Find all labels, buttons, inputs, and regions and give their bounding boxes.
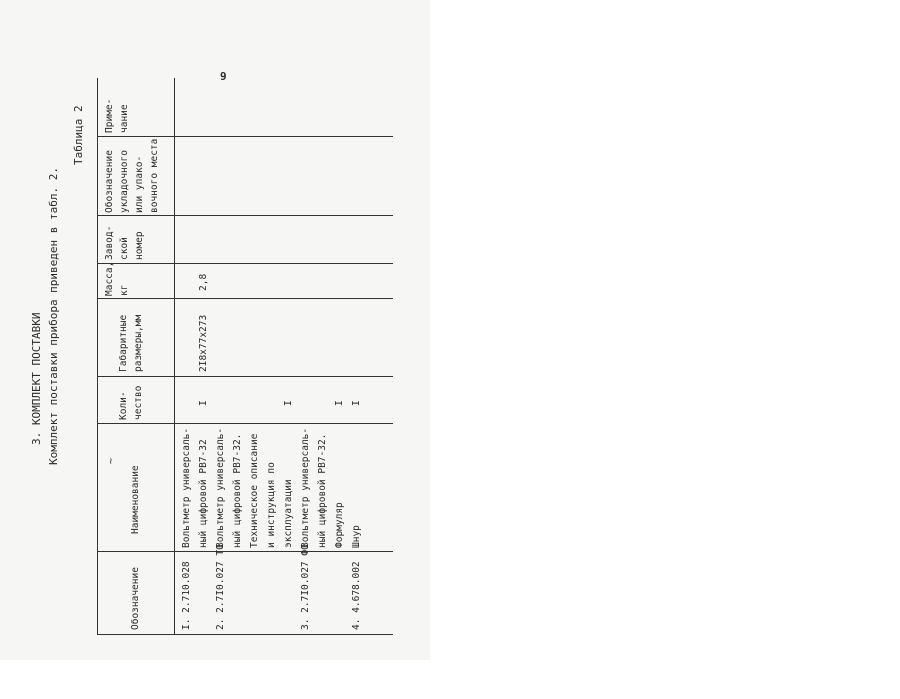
pen-mark: ~ [106, 457, 117, 464]
row-2-name-line-4: и инструкция по [266, 462, 277, 548]
header-pack-line-1: Обозначение [104, 150, 115, 213]
header-note-line-1: Приме- [104, 98, 115, 133]
table-grid-line [98, 423, 393, 424]
row-2-name-line-2: ный цифровой РВ7-32. [232, 433, 243, 548]
row-3-name-line-1: Вольтметр универсаль- [300, 427, 311, 548]
row-4-name-line-1: Шнур [351, 525, 362, 548]
table-grid-line [98, 551, 393, 552]
header-note-line-2: чание [119, 104, 130, 133]
row-3-designation: 3. 2.7I0.027 ФО [300, 544, 311, 630]
header-quantity-line-1: Коли- [118, 391, 129, 420]
row-3-name-line-2: ный цифровой РВ7-32. [317, 433, 328, 548]
table-grid-line [98, 263, 393, 264]
header-quantity-line-2: чество [133, 385, 144, 420]
row-3-quantity: I [334, 400, 345, 406]
row-3-name-line-3: Формуляр [334, 502, 345, 548]
row-1-name-line-1: Вольтметр универсаль- [181, 427, 192, 548]
row-2-designation: 2. 2.7I0.027 ТО [215, 544, 226, 630]
header-serial-line-3: номер [134, 231, 145, 260]
header-mass-line-1: Масса, [104, 261, 115, 296]
row-1-mass: 2,8 [198, 273, 209, 291]
header-serial-line-1: Завод- [104, 225, 115, 260]
row-1-designation: I. 2.710.028 [181, 561, 192, 630]
header-pack-line-2: укладочного [119, 150, 130, 213]
row-2-name-line-5: эксплуатации [283, 479, 294, 548]
row-2-quantity: I [283, 400, 294, 406]
row-1-quantity: I [198, 400, 209, 406]
header-pack-line-3: или упако- [134, 155, 145, 213]
table-header-line [174, 78, 175, 634]
header-pack-line-4: вочного места [149, 138, 160, 213]
table-label: Таблица 2 [72, 105, 85, 165]
header-dimensions-line-2: размеры,мм [133, 314, 144, 372]
header-designation: Обозначение [130, 567, 141, 630]
table-grid-line [98, 136, 393, 137]
rotated-document-content [30, 75, 362, 635]
section-title: 3. КОМПЛЕКТ ПОСТАВКИ [30, 312, 43, 445]
table-grid-line [98, 215, 393, 216]
row-2-name-line-1: Вольтметр универсаль- [215, 427, 226, 548]
supply-table [97, 78, 393, 635]
row-4-designation: 4. 4.678.002 [351, 561, 362, 630]
table-grid-line [98, 298, 393, 299]
header-dimensions-line-1: Габаритные [118, 314, 129, 372]
row-1-dimensions: 2I8х77х273 [198, 314, 209, 372]
row-2-name-line-3: Техническое описание [249, 433, 260, 548]
intro-text: Комплект поставки прибора приведен в табл. 2. [47, 166, 60, 465]
table-grid-line [98, 376, 393, 377]
page-number: 9 [220, 70, 227, 83]
header-mass-line-2: кг [119, 284, 130, 296]
header-name: Наименование [130, 465, 141, 534]
row-1-name-line-2: ный цифровой РВ7-32 [198, 439, 209, 548]
header-serial-line-2: ской [119, 237, 130, 260]
row-4-quantity: I [351, 400, 362, 406]
